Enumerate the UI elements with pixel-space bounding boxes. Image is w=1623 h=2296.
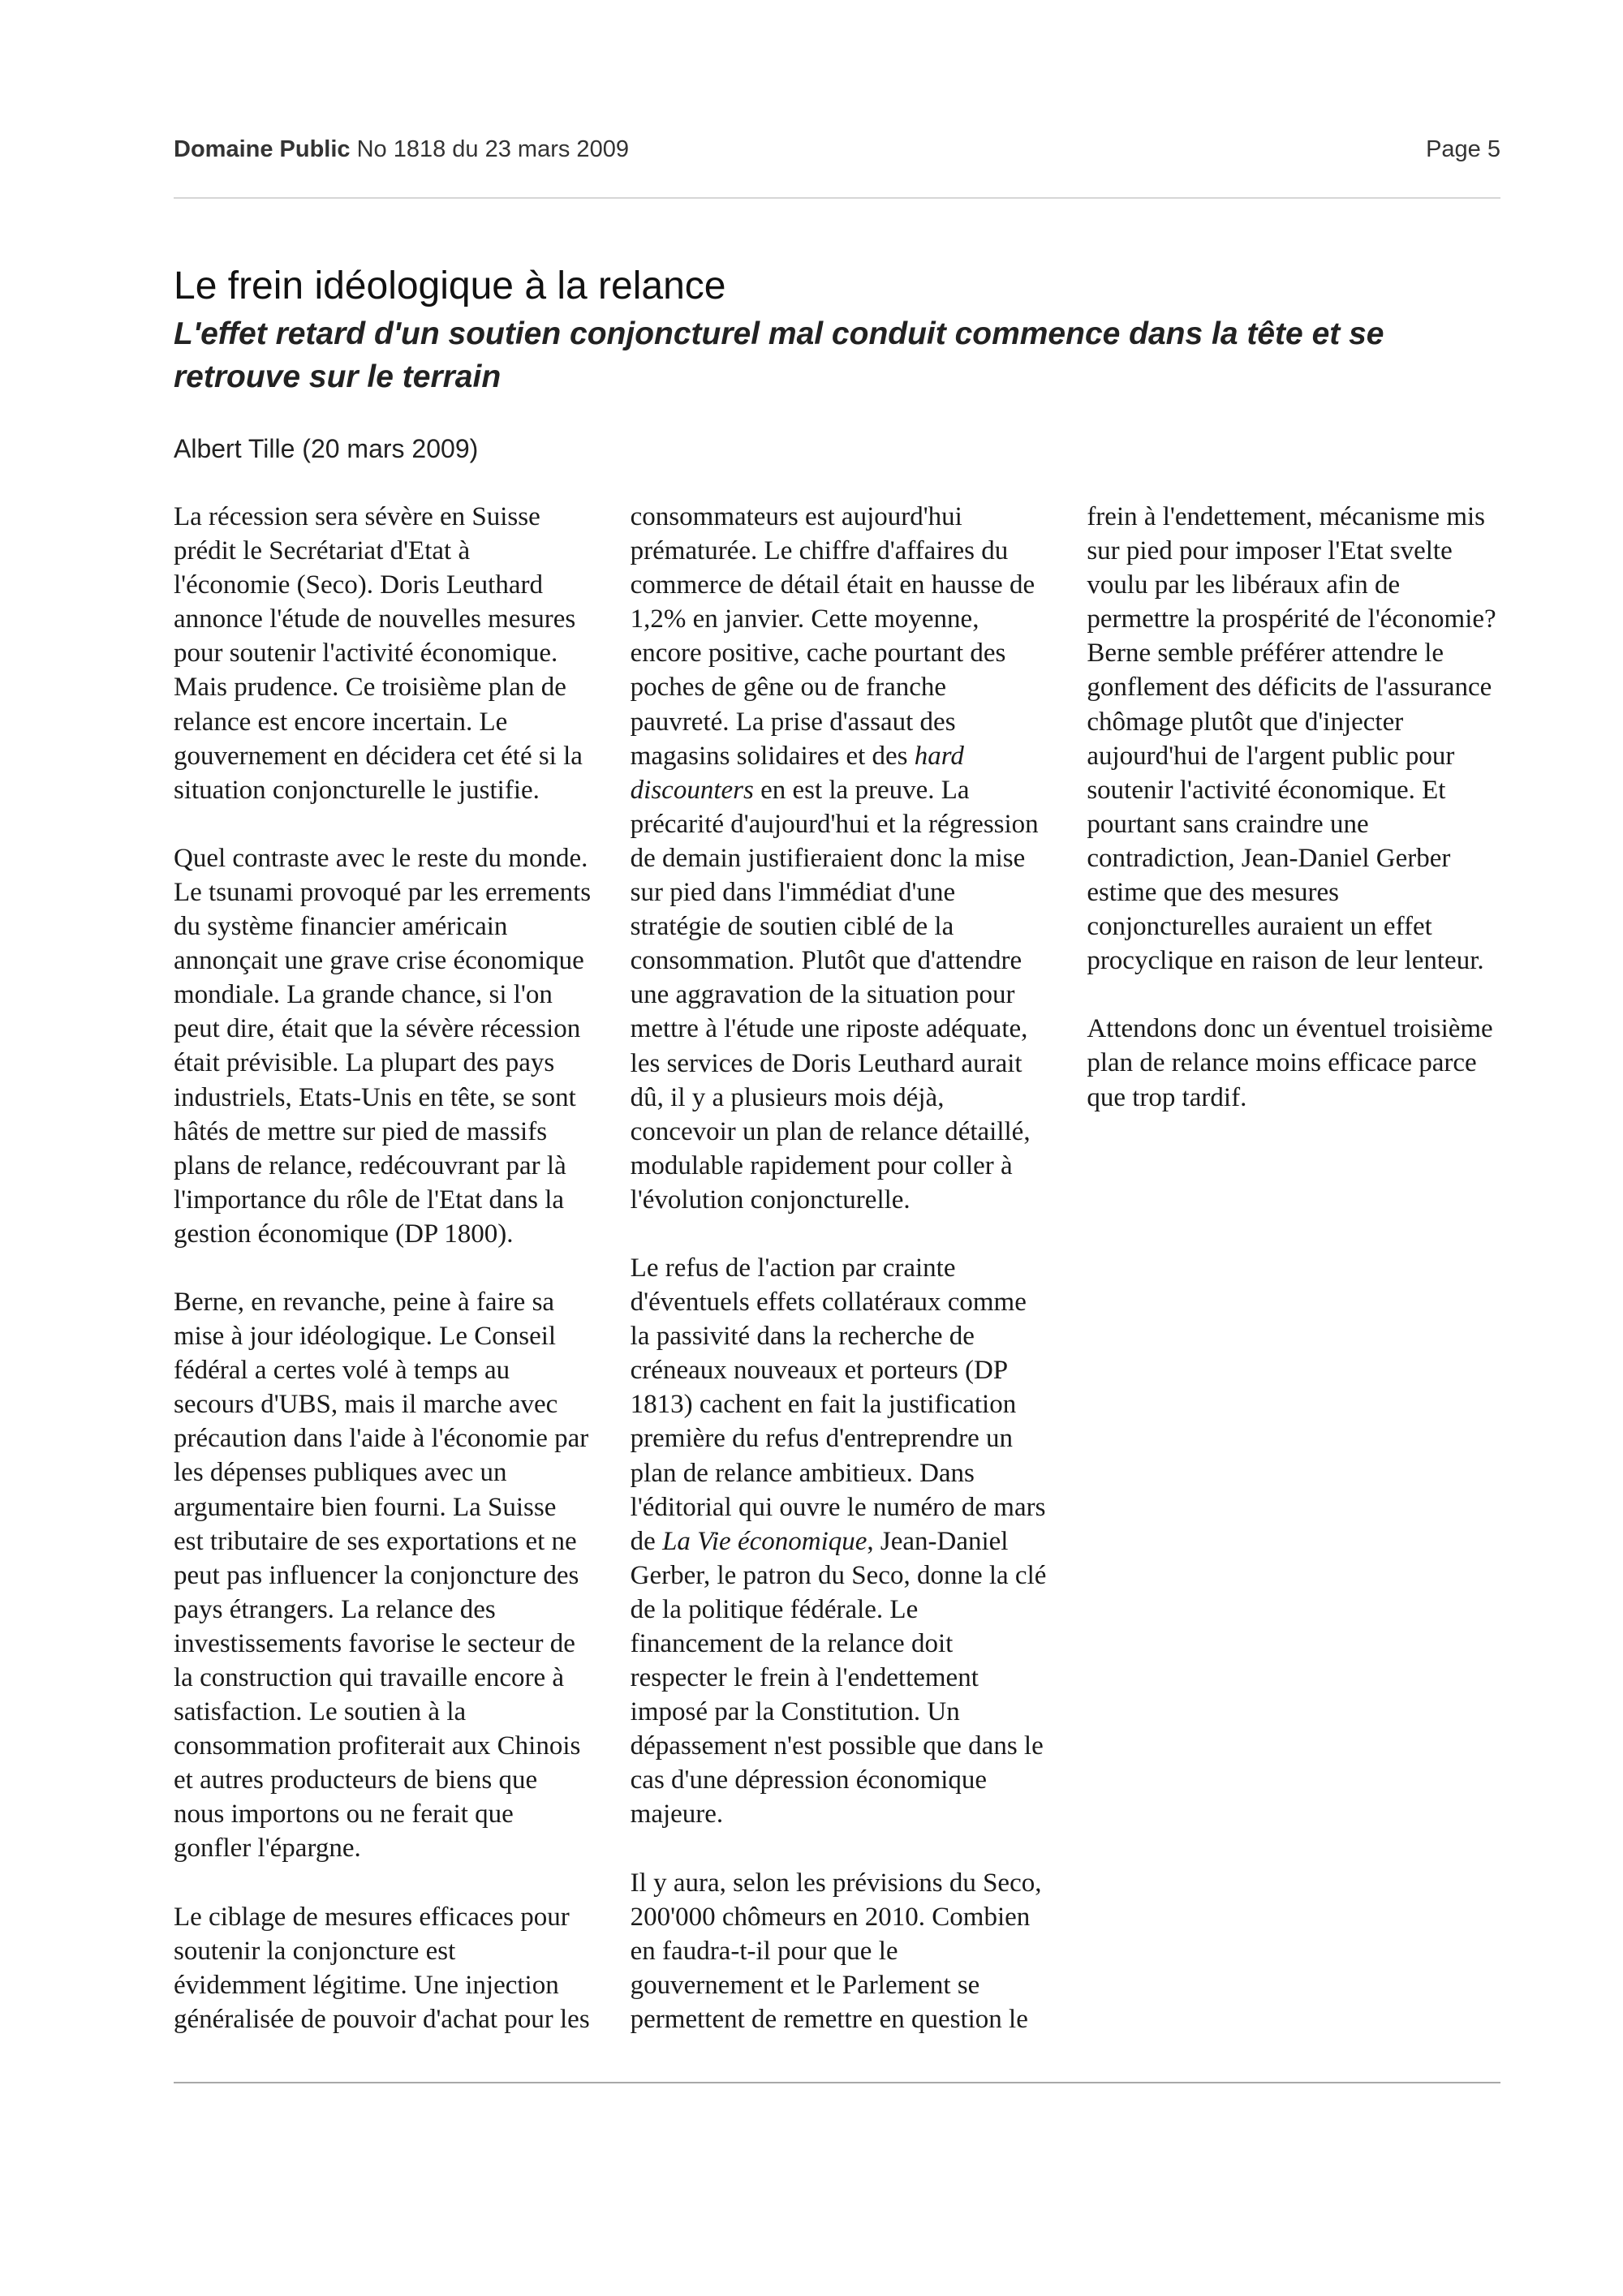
- paragraph-2: Quel contraste avec le reste du monde. Le tsunami provoqué par les errements du système financier américain annonçait une grave crise économique mondiale. La grande chance, si l'on peut dire, était que la sévère récession était prévisible. La plupart des pays industriels, Etats-Unis en tête, se sont hâtés de mettre sur pied de massifs plans de relance, redécouvrant par là l'importance du rôle de l'Etat dans la gestion économique (DP 1800).: [174, 843, 592, 1249]
- paragraph-1: La récession sera sévère en Suisse prédit le Secrétariat d'Etat à l'économie (Seco). Doris Leuthard annonce l'étude de nouvelles mesures pour soutenir l'activité économique. Mais prudence. Ce troisième plan de relance est encore incertain. Le gouvernement en décidera cet été si la situation conjoncturelle le justifie.: [174, 502, 583, 805]
- header-divider: [174, 197, 1500, 199]
- paragraph-6: Il y aura, selon les prévisions du Seco, 200'000 chômeurs en 2010. Combien en faudra-t-il pour que le gouvernement et le Parlement se permettent de remettre en question le frein à l'endettement, mécanisme mis sur pied pour imposer l'Etat svelte voulu par les libéraux afin de permettre la prospérité de l'économie? Berne semble préférer attendre le gonflement des déficits de l'assurance chômage plutôt que d'injecter aujourd'hui de l'argent public pour soutenir l'activité économique. Et pourtant sans craindre une contradiction, Jean-Daniel Gerber estime que des mesures conjoncturelles auraient un effet procyclique en raison de leur lenteur.: [630, 502, 1496, 2034]
- paragraph-4: Le ciblage de mesures efficaces pour soutenir la conjoncture est évidemment légitime. Une injection généralisée de pouvoir d'achat pour les consommateurs est aujourd'hui prématurée. Le chiffre d'affaires du commerce de détail était en hausse de 1,2% en janvier. Cette moyenne, encore positive, cache pourtant des poches de gêne ou de franche pauvreté. La prise d'assaut des magasins solidaires et des hard discounters en est la preuve. La précarité d'aujourd'hui et la régression de demain justifieraient donc la mise sur pied dans l'immédiat d'une stratégie de soutien ciblé de la consommation. Plutôt que d'attendre une aggravation de la situation pour mettre à l'étude une riposte adéquate, les services de Doris Leuthard aurait dû, il y a plusieurs mois déjà, concevoir un plan de relance détaillé, modulable rapidement pour coller à l'évolution conjoncturelle.: [174, 502, 1039, 2034]
- emphasis-hard-discounters: hard discounters: [630, 741, 964, 805]
- running-header: [174, 136, 1500, 169]
- footer-divider: [174, 2082, 1500, 2083]
- article-title: Le frein idéologique à la relance: [174, 264, 726, 307]
- page-number: Page 5: [1426, 136, 1500, 162]
- paragraph-7: Attendons donc un éventuel troisième plan de relance moins efficace parce que trop tardif.: [1087, 1014, 1493, 1112]
- article-byline: Albert Tille (20 mars 2009): [174, 434, 479, 463]
- article-body: [174, 500, 1505, 2057]
- publication-name: Domaine Public: [174, 136, 351, 162]
- article-subtitle: L'effet retard d'un soutien conjoncturel mal conduit commence dans la tête et se retrouve sur le terrain: [174, 316, 1384, 394]
- emphasis-la-vie-economique: La Vie économique: [662, 1526, 867, 1556]
- paragraph-5: Le refus de l'action par crainte d'éventuels effets collatéraux comme la passivité dans la recherche de créneaux nouveaux et porteurs (DP 1813) cachent en fait la justification première du refus d'entreprendre un plan de relance ambitieux. Dans l'éditorial qui ouvre le numéro de mars de La Vie économique, Jean-Daniel Gerber, le patron du Seco, donne la clé de la politique fédérale. Le financement de la relance doit respecter le frein à l'endettement imposé par la Constitution. Un dépassement n'est possible que dans le cas d'une dépression économique majeure.: [630, 1253, 1047, 1829]
- issue-info: No 1818 du 23 mars 2009: [356, 136, 629, 162]
- paragraph-3: Berne, en revanche, peine à faire sa mise à jour idéologique. Le Conseil fédéral a certes volé à temps au secours d'UBS, mais il marche avec précaution dans l'aide à l'économie par les dépenses publiques avec un argumentaire bien fourni. La Suisse est tributaire de ses exportations et ne peut pas influencer la conjoncture des pays étrangers. La relance des investissements favorise le secteur de la construction qui travaille encore à satisfaction. Le soutien à la consommation profiterait aux Chinois et autres producteurs de biens que nous importons ou ne ferait que gonfler l'épargne.: [174, 1287, 589, 1864]
